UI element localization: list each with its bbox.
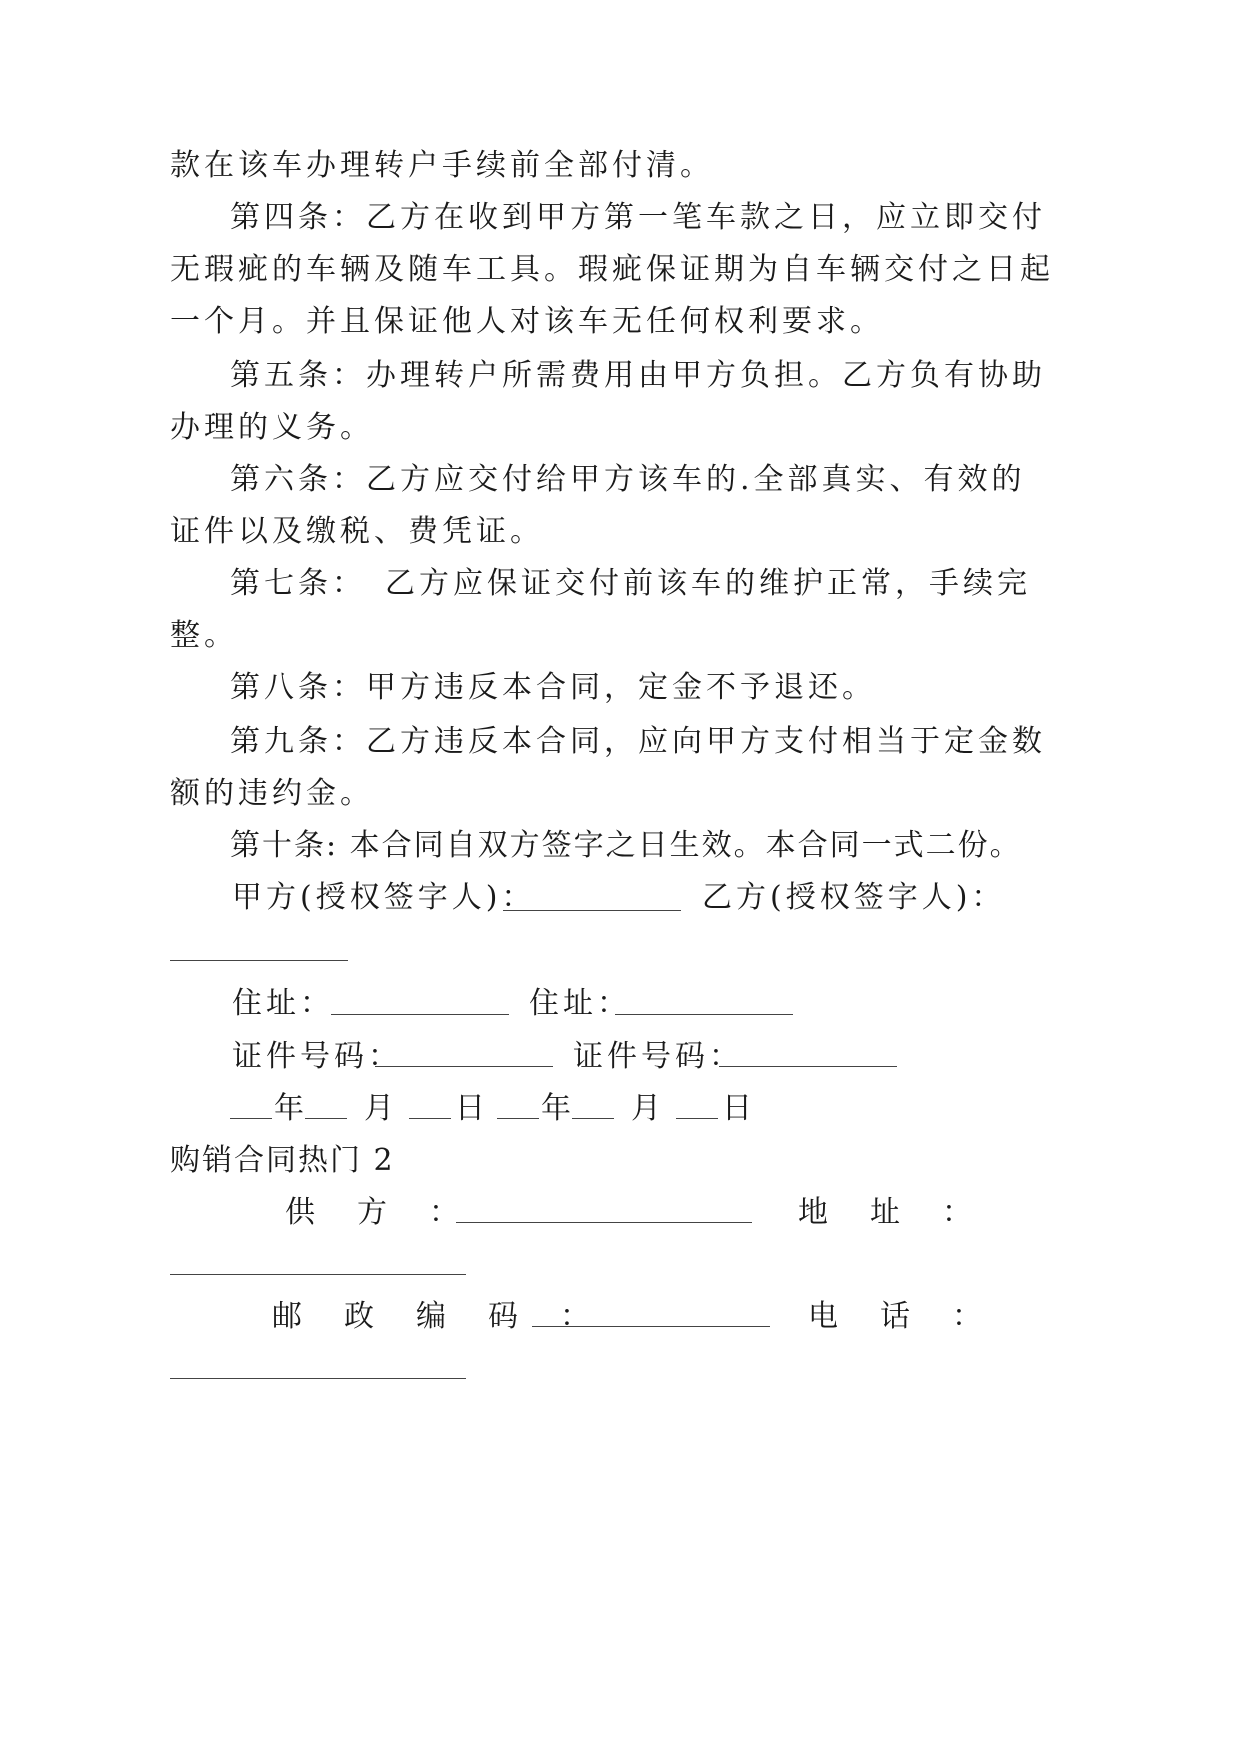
- paragraph-line: 一个月。并且保证他人对该车无任何权利要求。: [170, 304, 884, 339]
- clause-8-line: 第八条：甲方违反本合同，定金不予退还。: [230, 670, 876, 705]
- year-b-blank: [497, 1118, 539, 1119]
- day-a-blank: [409, 1118, 451, 1119]
- party-a-signatory-label: 甲方(授权签字人)：: [232, 880, 536, 915]
- supplier-address-label: 地 址 ：: [798, 1195, 978, 1230]
- clause-6-line: 第六条：乙方应交付给甲方该车的.全部真实、有效的: [230, 462, 1026, 497]
- address-b-label: 住址：: [529, 986, 631, 1021]
- postcode-label: 邮 政 编 码 ：: [272, 1299, 596, 1334]
- paragraph-line: 整。: [170, 618, 238, 653]
- year-a-label: 年: [274, 1091, 308, 1126]
- paragraph-line: 证件以及缴税、费凭证。: [170, 514, 544, 549]
- phone-blank: [170, 1378, 466, 1379]
- paragraph-line: 款在该车办理转户手续前全部付清。: [170, 148, 714, 183]
- paragraph-line: 无瑕疵的车辆及随车工具。瑕疵保证期为自车辆交付之日起: [170, 252, 1054, 287]
- address-a-blank: [331, 1014, 509, 1015]
- day-b-label: 日: [722, 1091, 756, 1126]
- supplier-label: 供 方 ：: [285, 1195, 465, 1230]
- id-number-a-label: 证件号码：: [232, 1039, 402, 1074]
- supplier-blank: [456, 1222, 752, 1223]
- day-b-blank: [676, 1118, 718, 1119]
- party-a-signature-blank: [503, 910, 681, 911]
- section-title: 购销合同热门 2: [170, 1143, 395, 1178]
- clause-4-line: 第四条：乙方在收到甲方第一笔车款之日，应立即交付: [230, 200, 1046, 235]
- day-a-label: 日: [455, 1091, 489, 1126]
- clause-5-line: 第五条：办理转户所需费用由甲方负担。乙方负有协助: [230, 358, 1046, 393]
- address-a-label: 住址：: [232, 986, 334, 1021]
- month-b-label: 月: [631, 1091, 665, 1126]
- year-a-blank: [230, 1118, 272, 1119]
- id-number-a-blank: [375, 1066, 553, 1067]
- clause-9-line: 第九条：乙方违反本合同，应向甲方支付相当于定金数: [230, 724, 1046, 759]
- phone-label: 电 话 ：: [808, 1299, 988, 1334]
- month-a-blank: [305, 1118, 347, 1119]
- month-a-label: 月: [364, 1091, 398, 1126]
- clause-7-line: 第七条： 乙方应保证交付前该车的维护正常，手续完: [230, 566, 1031, 601]
- postcode-blank: [532, 1326, 770, 1327]
- year-b-label: 年: [541, 1091, 575, 1126]
- address-b-blank: [615, 1014, 793, 1015]
- month-b-blank: [572, 1118, 614, 1119]
- party-b-signature-blank: [170, 960, 348, 961]
- id-number-b-label: 证件号码：: [573, 1039, 743, 1074]
- paragraph-line: 额的违约金。: [170, 776, 374, 811]
- supplier-address-blank: [170, 1274, 466, 1275]
- paragraph-line: 办理的义务。: [170, 410, 374, 445]
- clause-10-line: 第十条: 本合同自双方签字之日生效。本合同一式二份。: [230, 828, 1022, 863]
- id-number-b-blank: [719, 1066, 897, 1067]
- party-b-signatory-label: 乙方(授权签字人)：: [702, 880, 1006, 915]
